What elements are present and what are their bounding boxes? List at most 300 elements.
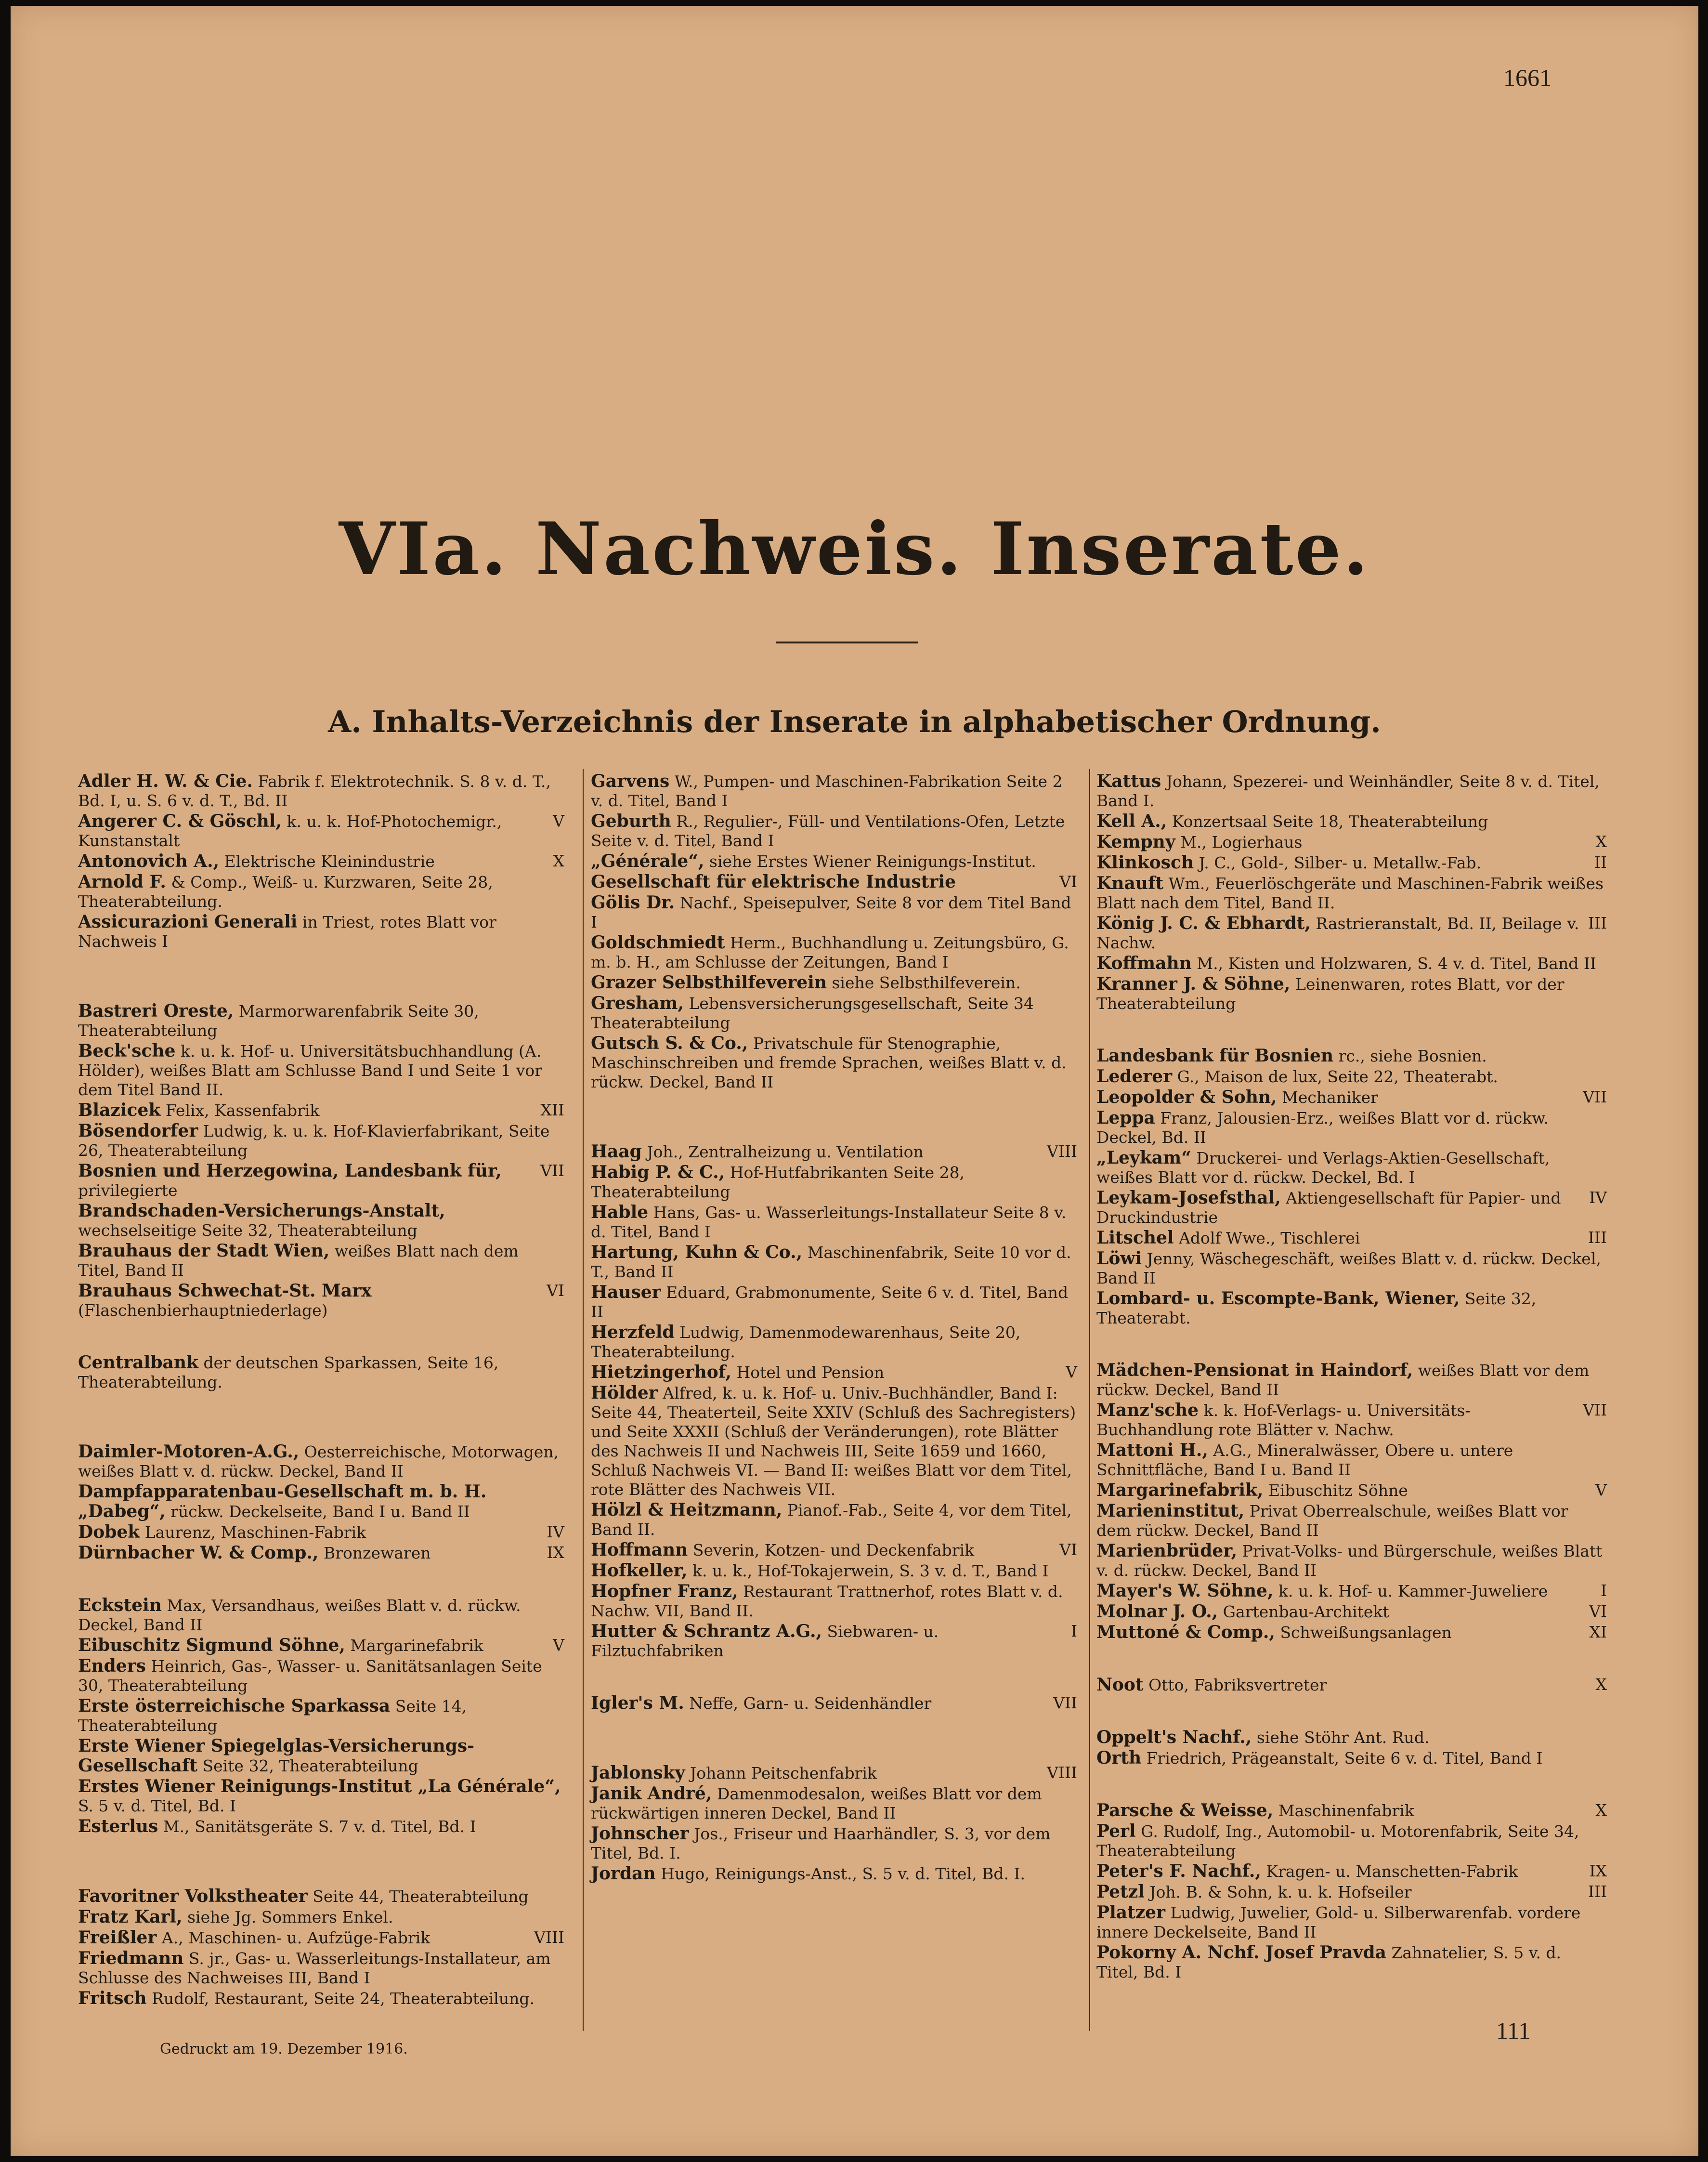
index-entry (78, 1907, 564, 1927)
entry-description: Seite 32, Theaterabteilung (202, 1756, 418, 1775)
index-entry (591, 973, 1077, 993)
entry-reference: VI (1589, 1602, 1607, 1621)
page-number: 1661 (1503, 64, 1552, 91)
entry-description: weißes Blatt vor dem rückw. Deckel, Band II (1096, 1361, 1590, 1399)
entry-reference: V (1595, 1481, 1607, 1499)
entry-description: Alfred, k. u. k. Hof- u. Univ.-Buchhändler, Band I: Seite 44, Theaterteil, Seite XXIV (Schluß des Sachregisters) und Seite XXXII (Schluß der Veränderungen), rote Blätter des Nachweis II und Nachweis III, Seite 1659 und 1660, Schluß Nachweis VI. — Band II: weißes Blatt vor dem Titel, rote Blätter des Nachweis VII. (591, 1384, 1076, 1499)
entry-name: Gutsch S. & Co., (591, 1033, 748, 1053)
entry-description: Johann, Spezerei- und Weinhändler, Seite 8 v. d. Titel, Band I. (1096, 772, 1600, 810)
index-entry (1096, 1623, 1607, 1642)
index-entry (591, 1784, 1077, 1823)
entry-description: rc., siehe Bosnien. (1338, 1047, 1487, 1065)
entry-name: Erste österreichische Sparkassa (78, 1696, 391, 1716)
index-entry (78, 1001, 564, 1040)
index-entry (591, 893, 1077, 932)
entry-name: Marieninstitut, (1096, 1501, 1245, 1521)
index-entry (591, 1203, 1077, 1242)
document-page (11, 6, 1698, 2156)
entry-description: Hans, Gas- u. Wasserleitungs-Installateur Seite 8 v. d. Titel, Band I (591, 1203, 1067, 1241)
entry-name: Daimler-Motoren-A.G., (78, 1441, 300, 1462)
index-entry (78, 1241, 564, 1280)
entry-description: Privat-Volks- und Bürgerschule, weißes Blatt v. d. rückw. Deckel, Band II (1096, 1542, 1603, 1580)
entry-name: Hutter & Schrantz A.G., (591, 1621, 822, 1641)
entry-description: Lebensversicherungsgesellschaft, Seite 34 Theaterabteilung (591, 994, 1034, 1032)
index-entry (1096, 1481, 1607, 1500)
entry-description: J. C., Gold-, Silber- u. Metallw.-Fab. (1199, 853, 1482, 872)
entry-reference: VIII (1047, 1142, 1077, 1161)
entry-name: Lombard- u. Escompte-Bank, Wiener, (1096, 1288, 1460, 1309)
index-entry (591, 1582, 1077, 1621)
entry-reference: V (553, 812, 564, 830)
entry-description: Hof-Hutfabrikanten Seite 28, Theaterabteilung (591, 1163, 965, 1201)
entry-name: Orth (1096, 1748, 1142, 1768)
entry-name: Mädchen-Pensionat in Haindorf, (1096, 1360, 1413, 1380)
index-entry (1096, 1943, 1607, 1982)
index-entry (1096, 1501, 1607, 1540)
entry-description: siehe Erstes Wiener Reinigungs-Institut. (709, 852, 1036, 871)
sheet-number: 111 (1496, 2017, 1531, 2044)
index-column-3 (1096, 772, 1607, 1983)
entry-description: rückw. Deckelseite, Band I u. Band II (170, 1502, 470, 1521)
entry-name: Gesellschaft für elektrische Industrie (591, 872, 956, 892)
entry-description: Wm., Feuerlöschgeräte und Maschinen-Fabrik weißes Blatt nach dem Titel, Band II. (1096, 874, 1604, 912)
index-entry (1096, 812, 1607, 831)
entry-reference: XII (540, 1101, 564, 1119)
entry-name: Enders (78, 1656, 146, 1676)
entry-name: Antonovich A., (78, 851, 220, 871)
entry-description: Johann Peitschenfabrik (690, 1764, 877, 1782)
entry-description: M., Sanitätsgeräte S. 7 v. d. Titel, Bd. I (163, 1817, 476, 1836)
entry-description: Severin, Kotzen- und Deckenfabrik (692, 1541, 975, 1559)
entry-description: Privat Oberrealschule, weißes Blatt vor dem rückw. Deckel, Band II (1096, 1502, 1568, 1540)
column-divider (1089, 769, 1090, 2031)
entry-reference: V (1066, 1363, 1077, 1381)
section-title: A. Inhalts-Verzeichnis der Inserate in alphabetischer Ordnung. (328, 704, 1381, 739)
index-entry (78, 912, 564, 951)
column-divider (583, 769, 584, 2031)
index-entry (591, 1243, 1077, 1282)
entry-name: Assicurazioni Generali (78, 912, 298, 932)
index-entry (78, 1101, 564, 1120)
index-entry (591, 1142, 1077, 1162)
entry-reference: IX (547, 1543, 564, 1562)
entry-description: wechselseitige Seite 32, Theaterabteilung (78, 1221, 417, 1240)
entry-description: (Flaschenbierhauptniederlage) (78, 1301, 328, 1320)
index-entry (1096, 1602, 1607, 1622)
entry-name: Kattus (1096, 771, 1161, 791)
entry-reference: VII (540, 1161, 564, 1180)
entry-description: Druckerei- und Verlags-Aktien-Gesellschaft, weißes Blatt vor d. rückw. Deckel, Bd. I (1096, 1149, 1550, 1187)
index-entry (591, 1283, 1077, 1322)
entry-reference: X (1595, 832, 1607, 851)
entry-name: Friedmann (78, 1948, 184, 1968)
index-entry (1096, 874, 1607, 913)
index-entry (1096, 1581, 1607, 1601)
entry-name: Fratz Karl, (78, 1907, 183, 1927)
index-column-1 (78, 772, 564, 2009)
index-entry (591, 1622, 1077, 1661)
entry-description: Seite 14, Theaterabteilung (78, 1697, 467, 1735)
index-entry (1096, 1361, 1607, 1400)
entry-name: Bastreri Oreste, (78, 1001, 234, 1021)
entry-name: Angerer C. & Göschl, (78, 811, 282, 831)
entry-name: Marienbrüder, (1096, 1541, 1238, 1561)
entry-reference: V (553, 1636, 564, 1654)
entry-name: Hauser (591, 1282, 661, 1302)
index-entry (1096, 1401, 1607, 1440)
entry-name: Dobek (78, 1522, 140, 1542)
entry-description: Otto, Fabriksvertreter (1148, 1676, 1327, 1694)
entry-name: Löwi (1096, 1248, 1142, 1269)
index-entry (78, 1522, 564, 1542)
entry-name: Hartung, Kuhn & Co., (591, 1242, 803, 1262)
index-entry (591, 872, 1077, 892)
entry-name: Fritsch (78, 1988, 147, 2008)
entry-name: Eckstein (78, 1595, 162, 1615)
entry-description: Eibuschitz Söhne (1268, 1481, 1408, 1500)
entry-description: Friedrich, Prägeanstalt, Seite 6 v. d. Titel, Band I (1146, 1749, 1543, 1768)
entry-reference: VI (547, 1281, 564, 1300)
index-entry (591, 1383, 1077, 1499)
entry-name: Peter's F. Nachf., (1096, 1861, 1261, 1881)
index-entry (1096, 914, 1607, 953)
index-entry (78, 1121, 564, 1160)
entry-description: Joh. B. & Sohn, k. u. k. Hofseiler (1149, 1883, 1412, 1901)
entry-description: siehe Selbsthilfeverein. (832, 973, 1021, 992)
entry-name: Hölder (591, 1383, 658, 1403)
entry-name: Johnscher (591, 1823, 689, 1844)
entry-description: A.G., Mineralwässer, Obere u. untere Schnittfläche, Band I u. Band II (1096, 1441, 1513, 1479)
entry-name: Eibuschitz Sigmund Söhne, (78, 1635, 345, 1655)
entry-description: Laurenz, Maschinen-Fabrik (144, 1523, 366, 1542)
entry-description: Oesterreichische, Motorwagen, weißes Blatt v. d. rückw. Deckel, Band II (78, 1442, 559, 1481)
entry-name: Petzl (1096, 1882, 1145, 1902)
entry-description: Restaurant Trattnerhof, rotes Blatt v. d. Nachw. VII, Band II. (591, 1582, 1063, 1620)
index-entry (591, 1323, 1077, 1362)
index-entry (591, 1034, 1077, 1092)
entry-name: Mattoni H., (1096, 1440, 1208, 1460)
entry-name: Pokorny A. Nchf. Josef Pravda (1096, 1942, 1386, 1963)
entry-name: Freißler (78, 1927, 157, 1948)
entry-reference: XI (1589, 1623, 1607, 1641)
entry-description: Gartenbau-Architekt (1223, 1602, 1389, 1621)
entry-description: Konzertsaal Seite 18, Theaterabteilung (1172, 812, 1488, 831)
entry-name: Geburth (591, 811, 671, 831)
entry-reference: III (1588, 1882, 1607, 1901)
print-date: Gedruckt am 19. Dezember 1916. (160, 2041, 408, 2057)
index-entry (1096, 1675, 1607, 1695)
entry-name: Dampfapparatenbau-Gesellschaft m. b. H. „Dabeg“, (78, 1481, 487, 1521)
entry-description: Eduard, Grabmonumente, Seite 6 v. d. Titel, Band II (591, 1283, 1069, 1321)
entry-name: Leopolder & Sohn, (1096, 1087, 1277, 1107)
entry-name: Jablonsky (591, 1763, 685, 1783)
entry-description: R., Regulier-, Füll- und Ventilations-Ofen, Letzte Seite v. d. Titel, Band I (591, 812, 1065, 850)
index-entry (78, 1543, 564, 1563)
entry-name: Noot (1096, 1675, 1144, 1695)
entry-name: Goldschmiedt (591, 932, 725, 953)
entry-name: Arnold F. (78, 872, 166, 892)
index-entry (1096, 1228, 1607, 1248)
title-divider (776, 642, 918, 643)
entry-description: Privatschule für Stenographie, Maschinschreiben und fremde Sprachen, weißes Blatt v. d. rückw. Deckel, Band II (591, 1034, 1067, 1091)
entry-name: Haag (591, 1141, 642, 1162)
index-entry (1096, 1541, 1607, 1580)
entry-description: Pianof.-Fab., Seite 4, vor dem Titel, Band II. (591, 1501, 1072, 1539)
index-entry (1096, 954, 1607, 973)
entry-description: Mechaniker (1282, 1088, 1378, 1107)
entry-name: Perl (1096, 1821, 1136, 1841)
index-entry (78, 1201, 564, 1240)
index-entry (591, 1540, 1077, 1560)
index-entry (78, 1353, 564, 1392)
entry-description: Rudolf, Restaurant, Seite 24, Theaterabteilung. (152, 1989, 535, 2008)
entry-description: Marmorwarenfabrik Seite 30, Theaterabteilung (78, 1002, 479, 1040)
entry-name: Erste Wiener Spiegelglas-Versicherungs-Gesellschaft (78, 1736, 475, 1776)
entry-reference: VII (1583, 1088, 1607, 1106)
entry-name: „Générale“, (591, 851, 704, 871)
entry-reference: I (1600, 1581, 1607, 1600)
entry-description: Siebwaren- u. Filztuchfabriken (591, 1622, 939, 1660)
entry-reference: VIII (1047, 1763, 1077, 1782)
index-entry (1096, 1821, 1607, 1861)
entry-name: Leppa (1096, 1108, 1155, 1128)
entry-description: weißes Blatt nach dem Titel, Band II (78, 1242, 519, 1280)
index-entry (78, 1161, 564, 1200)
entry-name: Brauhaus Schwechat-St. Marx (78, 1281, 372, 1301)
index-entry (591, 1163, 1077, 1202)
entry-name: Litschel (1096, 1228, 1174, 1248)
index-entry (78, 1656, 564, 1695)
entry-description: in Triest, rotes Blatt vor Nachweis I (78, 913, 496, 951)
index-entry (78, 1777, 564, 1816)
entry-name: „Leykam“ (1096, 1148, 1191, 1168)
entry-name: Beck'sche (78, 1041, 176, 1061)
entry-description: Heinrich, Gas-, Wasser- u. Sanitätsanlagen Seite 30, Theaterabteilung (78, 1657, 542, 1695)
entry-description: Jenny, Wäschegeschäft, weißes Blatt v. d. rückw. Deckel, Band II (1096, 1249, 1601, 1287)
index-entry (78, 872, 564, 911)
entry-name: Margarinefabrik, (1096, 1480, 1264, 1500)
entry-name: Muttoné & Comp., (1096, 1622, 1275, 1642)
index-entry (1096, 1067, 1607, 1087)
entry-description: Bronzewaren (323, 1544, 431, 1562)
entry-description: k. u. k. Hof- u. Kammer-Juweliere (1278, 1582, 1548, 1600)
entry-name: Hietzingerhof, (591, 1362, 731, 1382)
entry-description: Leinenwaren, rotes Blatt, vor der Theaterabteilung (1096, 975, 1565, 1013)
entry-description: k. u. k. Hof- u. Universitätsbuchhandlung (A. Hölder), weißes Blatt am Schlusse Band I und Seite 1 vor dem Titel Band II. (78, 1042, 542, 1099)
entry-description: k. k. Hof-Verlags- u. Universitäts-Buchhandlung rote Blätter v. Nachw. (1096, 1401, 1471, 1439)
entry-description: S. 5 v. d. Titel, Bd. I (78, 1796, 236, 1815)
index-entry (1096, 1903, 1607, 1942)
entry-description: G. Rudolf, Ing., Automobil- u. Motorenfabrik, Seite 34, Theaterabteilung (1096, 1822, 1579, 1860)
index-entry (78, 852, 564, 871)
index-entry (78, 772, 564, 811)
entry-name: Knauft (1096, 873, 1164, 893)
index-entry (1096, 1148, 1607, 1187)
entry-description: privilegierte (78, 1181, 178, 1200)
entry-name: Kranner J. & Söhne, (1096, 974, 1291, 994)
entry-description: Joh., Zentralheizung u. Ventilation (647, 1142, 924, 1161)
index-entry (591, 994, 1077, 1033)
entry-name: König J. C. & Ebhardt, (1096, 913, 1311, 933)
entry-name: Oppelt's Nachf., (1096, 1727, 1252, 1747)
entry-name: Hable (591, 1202, 649, 1222)
index-entry (78, 1636, 564, 1655)
entry-reference: IX (1589, 1861, 1607, 1880)
entry-name: Kell A., (1096, 811, 1167, 831)
index-entry (78, 1989, 564, 2008)
entry-description: Kragen- u. Manschetten-Fabrik (1266, 1862, 1518, 1881)
index-entry (1096, 853, 1607, 873)
entry-name: Habig P. & C., (591, 1162, 725, 1182)
entry-reference: IV (547, 1522, 564, 1541)
entry-name: Landesbank für Bosnien (1096, 1046, 1334, 1066)
index-entry (78, 1442, 564, 1481)
entry-name: Grazer Selbsthilfeverein (591, 972, 827, 993)
index-entry (1096, 1289, 1607, 1328)
index-entry (1096, 1046, 1607, 1066)
index-entry (591, 933, 1077, 972)
entry-description: Rastrieranstalt, Bd. II, Beilage v. Nachw. (1096, 914, 1579, 952)
entry-name: Favoritner Volkstheater (78, 1886, 308, 1906)
entry-description: siehe Jg. Sommers Enkel. (187, 1908, 393, 1926)
entry-reference: IV (1589, 1188, 1607, 1207)
index-entry (1096, 1801, 1607, 1821)
index-entry (1096, 1748, 1607, 1768)
entry-description: Nachf., Speisepulver, Seite 8 vor dem Titel Band I (591, 893, 1071, 931)
entry-name: Hoffmann (591, 1540, 688, 1560)
index-entry (1096, 1088, 1607, 1107)
index-entry (1096, 1728, 1607, 1747)
index-entry (1096, 1861, 1607, 1881)
page-title: VIa. Nachweis. Inserate. (339, 507, 1370, 591)
entry-description: Aktiengesellschaft für Papier- und Druckindustrie (1096, 1189, 1561, 1227)
entry-description: Neffe, Garn- u. Seidenhändler (689, 1694, 932, 1713)
index-entry (591, 1763, 1077, 1783)
entry-description: Seite 32, Theaterabt. (1096, 1289, 1537, 1327)
index-entry (1096, 974, 1607, 1013)
entry-reference: X (553, 852, 564, 870)
entry-description: Seite 44, Theaterabteilung (313, 1887, 529, 1906)
index-entry (591, 812, 1077, 851)
entry-name: Janik André, (591, 1783, 712, 1804)
entry-description: Felix, Kassenfabrik (165, 1101, 320, 1120)
entry-description: Adolf Wwe., Tischlerei (1179, 1229, 1360, 1247)
entry-description: Hotel und Pension (736, 1363, 885, 1382)
index-entry (1096, 1108, 1607, 1147)
entry-name: Dürnbacher W. & Comp., (78, 1543, 319, 1563)
entry-reference: VI (1059, 1540, 1077, 1559)
index-entry (78, 1736, 564, 1776)
entry-name: Garvens (591, 771, 670, 791)
index-entry (78, 1696, 564, 1735)
index-entry (591, 1500, 1077, 1539)
entry-description: Maschinenfabrik, Seite 10 vor d. T., Band II (591, 1243, 1071, 1281)
index-entry (591, 1693, 1077, 1713)
entry-description: Zahnatelier, S. 5 v. d. Titel, Bd. I (1096, 1943, 1562, 1981)
entry-name: Manz'sche (1096, 1400, 1199, 1420)
entry-name: Jordan (591, 1863, 656, 1884)
entry-description: S. jr., Gas- u. Wasserleitungs-Installateur, am Schlusse des Nachweises III, Band I (78, 1949, 551, 1987)
index-entry (78, 1596, 564, 1635)
index-entry (78, 1949, 564, 1988)
index-entry (591, 1824, 1077, 1863)
entry-name: Mayer's W. Söhne, (1096, 1581, 1274, 1601)
entry-description: der deutschen Sparkassen, Seite 16, Theaterabteilung. (78, 1353, 499, 1391)
entry-name: Igler's M. (591, 1693, 684, 1713)
entry-name: Brandschaden-Versicherungs-Anstalt, (78, 1201, 445, 1221)
index-entry (78, 1887, 564, 1906)
entry-description: Herm., Buchhandlung u. Zeitungsbüro, G. m. b. H., am Schlusse der Zeitungen, Band I (591, 933, 1069, 971)
entry-name: Erstes Wiener Reinigungs-Institut „La Générale“, (78, 1776, 561, 1796)
index-entry (591, 1363, 1077, 1382)
entry-name: Platzer (1096, 1902, 1166, 1923)
entry-reference: VI (1059, 872, 1077, 891)
entry-description: Jos., Friseur und Haarhändler, S. 3, vor dem Titel, Bd. I. (591, 1824, 1051, 1862)
entry-name: Bosnien und Herzegowina, Landesbank für, (78, 1161, 502, 1181)
index-entry (78, 1928, 564, 1948)
entry-name: Gölis Dr. (591, 892, 675, 913)
entry-name: Kempny (1096, 832, 1175, 852)
entry-reference: X (1595, 1801, 1607, 1820)
index-entry (591, 1561, 1077, 1581)
entry-description: A., Maschinen- u. Aufzüge-Fabrik (161, 1928, 430, 1947)
entry-description: k. u. k. Hof-Photochemigr., Kunstanstalt (78, 812, 502, 850)
entry-description: Franz, Jalousien-Erz., weißes Blatt vor d. rückw. Deckel, Bd. II (1096, 1109, 1549, 1147)
entry-name: Centralbank (78, 1352, 198, 1373)
index-entry (78, 812, 564, 851)
index-entry (1096, 772, 1607, 811)
entry-description: Hugo, Reinigungs-Anst., S. 5 v. d. Titel, Bd. I. (661, 1864, 1025, 1883)
entry-description: Damenmodesalon, weißes Blatt vor dem rückwärtigen inneren Deckel, Band II (591, 1784, 1042, 1822)
entry-description: W., Pumpen- und Maschinen-Fabrikation Seite 2 v. d. Titel, Band I (591, 772, 1063, 810)
entry-description: Schweißungsanlagen (1280, 1623, 1452, 1642)
entry-name: Hofkeller, (591, 1560, 688, 1581)
entry-name: Blazicek (78, 1100, 161, 1120)
index-entry (78, 1041, 564, 1100)
entry-name: Klinkosch (1096, 852, 1194, 873)
entry-name: Adler H. W. & Cie. (78, 771, 253, 791)
entry-reference: III (1588, 914, 1607, 932)
index-entry (1096, 1188, 1607, 1227)
entry-reference: VIII (534, 1928, 564, 1947)
entry-reference: VII (1583, 1401, 1607, 1419)
entry-description: M., Kisten und Holzwaren, S. 4 v. d. Titel, Band II (1197, 954, 1596, 973)
index-entry (591, 852, 1077, 871)
entry-name: Hopfner Franz, (591, 1581, 738, 1601)
entry-description: Margarinefabrik (350, 1636, 483, 1655)
entry-name: Koffmahn (1096, 953, 1192, 973)
entry-name: Hölzl & Heitzmann, (591, 1500, 782, 1520)
entry-description: Fabrik f. Elektrotechnik. S. 8 v. d. T., Bd. I, u. S. 6 v. d. T., Bd. II (78, 772, 551, 810)
entry-description: & Comp., Weiß- u. Kurzwaren, Seite 28, Theaterabteilung. (78, 873, 493, 911)
index-entry (78, 1817, 564, 1836)
entry-description: k. u. k., Hof-Tokajerwein, S. 3 v. d. T., Band I (692, 1561, 1049, 1580)
index-entry (1096, 1249, 1607, 1288)
entry-description: Ludwig, k. u. k. Hof-Klavierfabrikant, Seite 26, Theaterabteilung (78, 1122, 550, 1160)
entry-name: Herzfeld (591, 1322, 675, 1342)
index-entry (1096, 1882, 1607, 1902)
entry-description: Ludwig, Juwelier, Gold- u. Silberwarenfab. vordere innere Deckelseite, Band II (1096, 1903, 1581, 1941)
entry-name: Gresham, (591, 993, 684, 1013)
entry-reference: X (1595, 1675, 1607, 1694)
entry-name: Leykam-Josefsthal, (1096, 1188, 1281, 1208)
entry-reference: II (1594, 853, 1607, 872)
entry-description: Elektrische Kleinindustrie (224, 852, 435, 871)
entry-reference: VII (1053, 1693, 1077, 1712)
index-column-2 (591, 772, 1077, 1885)
entry-name: Parsche & Weisse, (1096, 1800, 1274, 1821)
entry-name: Lederer (1096, 1066, 1173, 1087)
